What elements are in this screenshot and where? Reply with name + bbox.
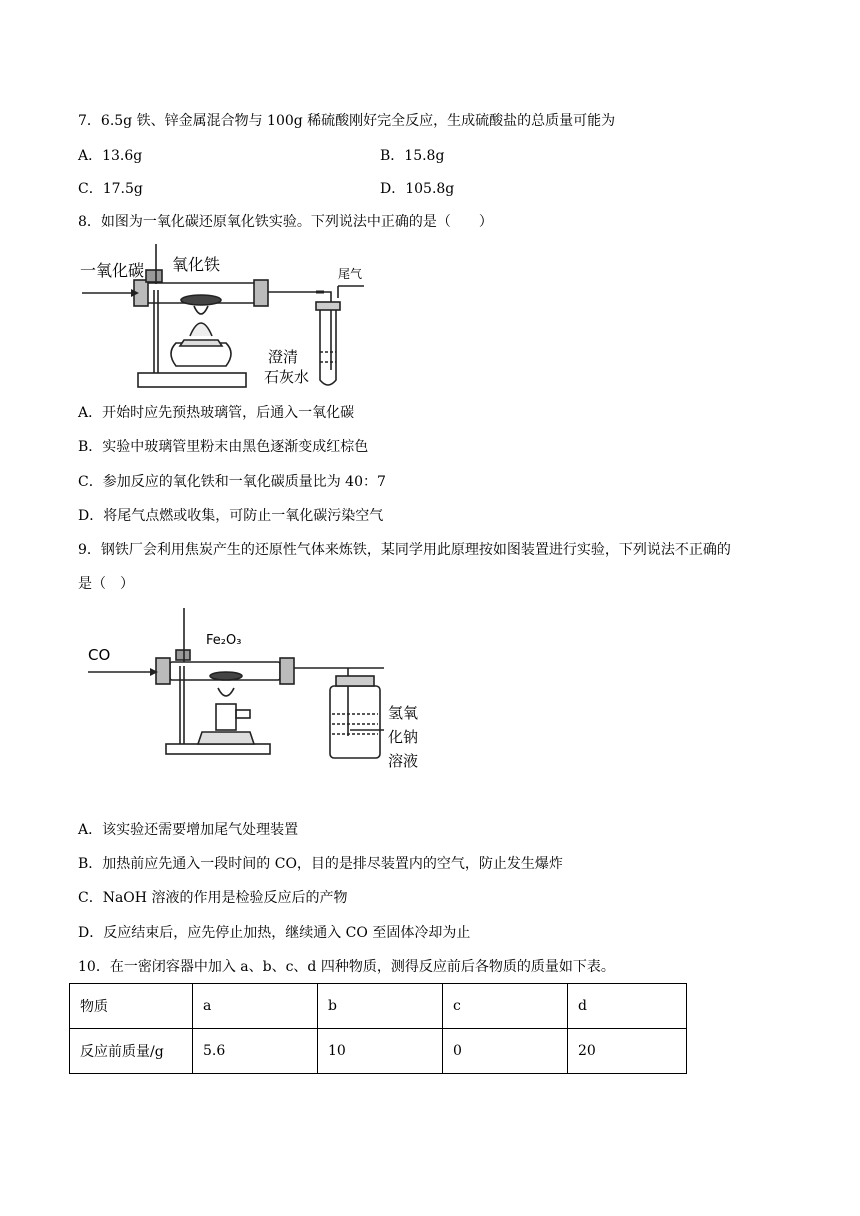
q7-option-d: D．105.8g (380, 181, 455, 197)
table-cell: 20 (568, 1029, 687, 1074)
q9-option-b: B．加热前应先通入一段时间的 CO，目的是排尽装置内的空气，防止发生爆炸 (78, 856, 563, 872)
q8-option-d: D．将尾气点燃或收集，可防止一氧化碳污染空气 (78, 508, 384, 524)
q8-label-co: 一氧化碳 (80, 261, 145, 280)
q9-apparatus-figure (84, 606, 419, 776)
table-header-cell: c (443, 984, 568, 1029)
q9-stem-line-2: 是（ ） (78, 576, 134, 592)
q8-option-a: A．开始时应先预热玻璃管，后通入一氧化碳 (78, 405, 355, 421)
table-header-cell: d (568, 984, 687, 1029)
q8-stem: 8．如图为一氧化碳还原氧化铁实验。下列说法中正确的是（ ） (78, 214, 493, 230)
q7-option-b: B．15.8g (380, 148, 445, 164)
q7-option-c: C．17.5g (78, 181, 143, 197)
q7-stem: 7．6.5g 铁、锌金属混合物与 100g 稀硫酸刚好完全反应，生成硫酸盐的总质量可能为 (78, 113, 616, 129)
q9-label-naoh-3: 溶液 (388, 752, 419, 770)
q9-option-c: C．NaOH 溶液的作用是检验反应后的产物 (78, 890, 348, 906)
q9-label-naoh-2: 化钠 (388, 728, 419, 746)
table-header-cell: b (318, 984, 443, 1029)
table-header-cell: a (193, 984, 318, 1029)
q9-stem-line-1: 9．钢铁厂会利用焦炭产生的还原性气体来炼铁，某同学用此原理按如图装置进行实验，下列说法不正确的 (78, 542, 731, 558)
table-cell: 0 (443, 1029, 568, 1074)
q9-label-naoh-1: 氢氧 (388, 704, 419, 722)
table-row (70, 1029, 687, 1074)
table-cell: 反应前质量/g (70, 1029, 193, 1074)
q8-option-b: B．实验中玻璃管里粉末由黑色逐渐变成红棕色 (78, 439, 369, 455)
q8-label-tail: 尾气 (338, 267, 363, 281)
q8-label-lime-2: 石灰水 (264, 368, 310, 386)
q8-label-fe2o3: 氧化铁 (172, 255, 221, 274)
table-cell: 10 (318, 1029, 443, 1074)
q8-apparatus-figure (76, 240, 376, 392)
q8-option-c: C．参加反应的氧化铁和一氧化碳质量比为 40：7 (78, 474, 386, 490)
q10-mass-table (69, 983, 687, 1074)
q7-option-a: A．13.6g (78, 148, 143, 164)
table-cell: 5.6 (193, 1029, 318, 1074)
q10-stem: 10．在一密闭容器中加入 a、b、c、d 四种物质，测得反应前后各物质的质量如下表。 (78, 959, 615, 975)
q8-label-lime-1: 澄清 (268, 348, 299, 366)
q9-option-a: A．该实验还需要增加尾气处理装置 (78, 822, 299, 838)
table-header-row (70, 984, 687, 1029)
table-header-cell: 物质 (70, 984, 193, 1029)
q9-option-d: D．反应结束后，应先停止加热，继续通入 CO 至固体冷却为止 (78, 925, 471, 941)
q9-label-fe2o3: Fe₂O₃ (206, 633, 242, 648)
q9-label-co: CO (88, 646, 111, 664)
